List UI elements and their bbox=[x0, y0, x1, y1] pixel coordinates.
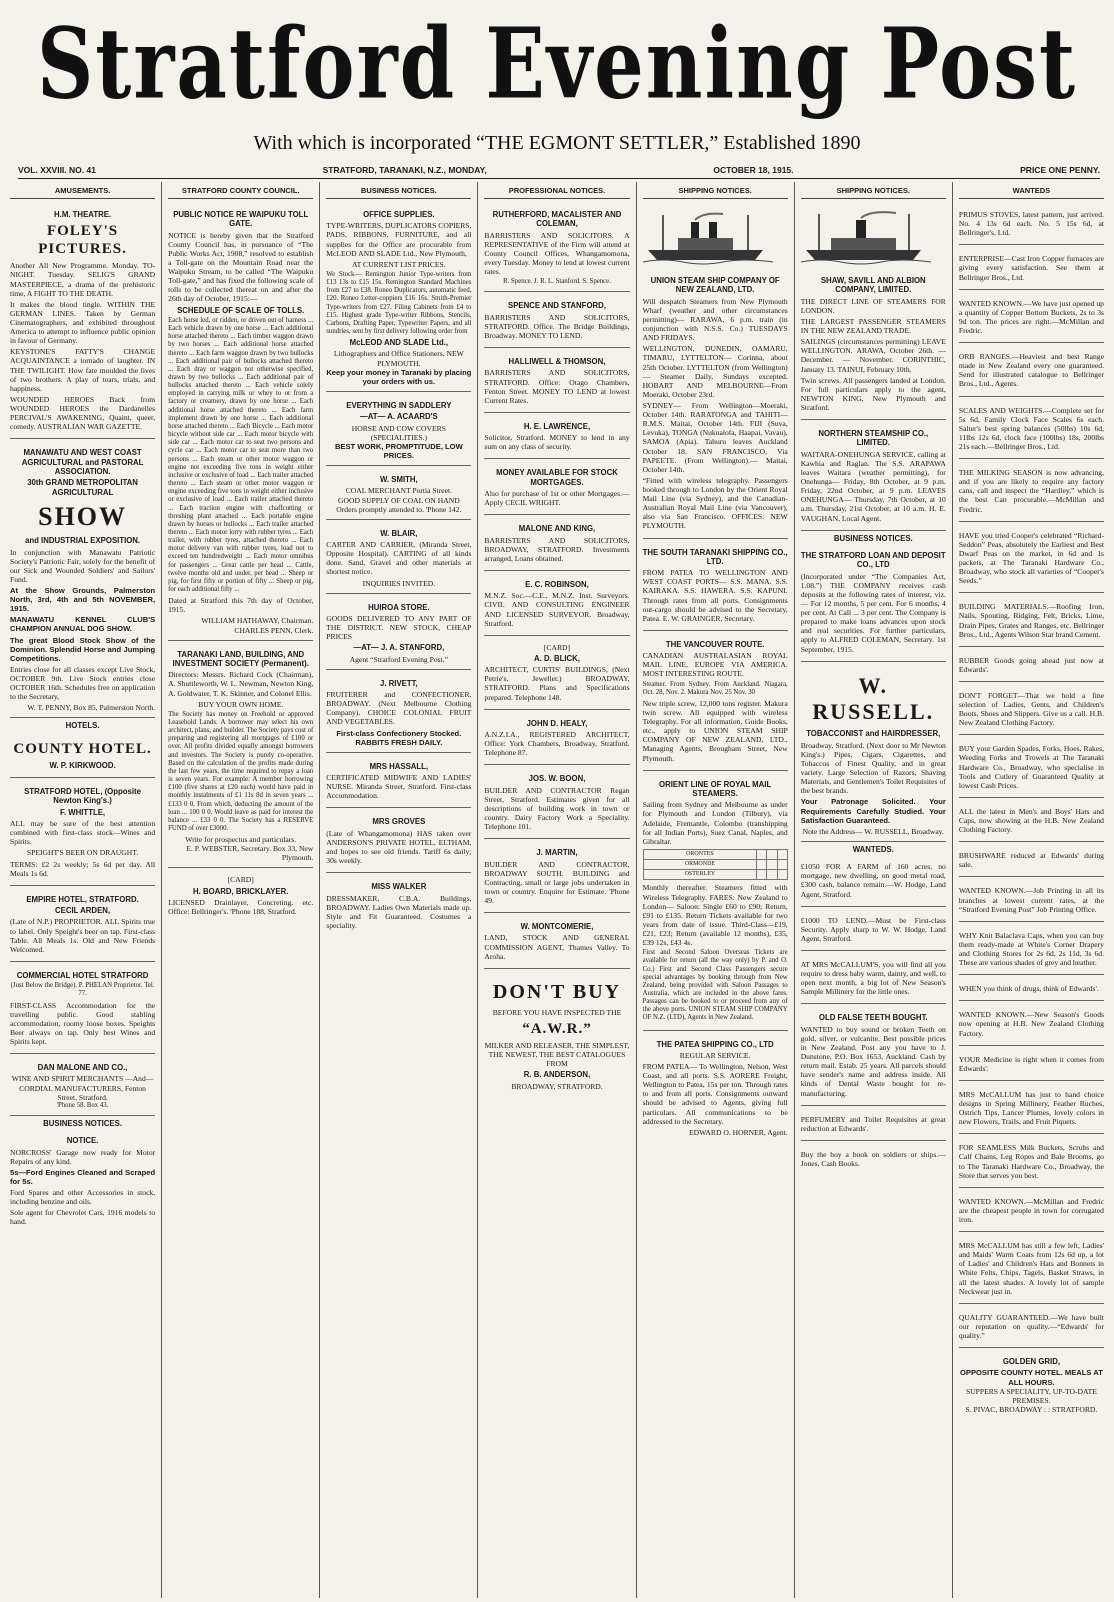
column-header: STRATFORD COUNTY COUNCIL. bbox=[168, 186, 313, 199]
ad-heading: EVERYTHING IN SADDLERY bbox=[346, 400, 452, 410]
ad-empire-hotel bbox=[10, 889, 155, 962]
ad-text: Lithographers and Office Stationers, NEW PLYMOUTH. bbox=[333, 349, 464, 368]
ad-text: Directors: Messrs. Richard Cock (Chairman), A. Shuttleworth, W. L. Newman, Newton King, A. Goldwater, T. K. Skinner, and Colonel Ellis. bbox=[168, 670, 314, 698]
ad-text: WHEN you think of drugs, think of Edwards'. bbox=[958, 984, 1099, 994]
ad-perfumery bbox=[801, 1109, 946, 1141]
ad-text: HAVE you tried Cooper's celebrated “Richard-Seddon” Peas, absolutely the Earliest and Best Dwarf Peas on the market, in 6d and 1s packets, at The Taranaki Hardware Co., Broadway, who stock all varieties of “Cooper's Seeds.” bbox=[958, 530, 1104, 586]
ad-signature: EDWARD O. HORNER, Agent. bbox=[688, 1127, 788, 1137]
ad-text: Solicitor, Stratford. MONEY to lend in any sum on any class of security. bbox=[484, 433, 630, 452]
ad-orb-ranges bbox=[959, 346, 1104, 396]
ad-heading: JOS. W. BOON, bbox=[528, 774, 586, 784]
ad-rubber-goods bbox=[959, 650, 1104, 682]
column-header: SHIPPING NOTICES. bbox=[643, 186, 788, 199]
ad-union-steam-ship bbox=[643, 204, 788, 539]
ad-seamless-buckets bbox=[959, 1137, 1104, 1187]
ad-h-e-lawrence bbox=[484, 416, 629, 460]
ad-text: ALL may be sure of the best attention combined with first-class stock—Wines and Spirits. bbox=[10, 819, 156, 847]
ad-warm-coats bbox=[959, 1235, 1104, 1304]
ad-lend-1000 bbox=[801, 910, 946, 951]
ad-heading: —AT— J. A. STANFORD, bbox=[353, 643, 445, 653]
ad-text: Broadway, Stratford. (Next door to Mr Newton King's.) Pipes, Cigars, Cigarettes, and Tobaccos of Finest Quality, and in great variety. Large Selection of Razors, Shaving Materials, and Gentlemen's Toilet Requisites of the best brands. bbox=[800, 740, 946, 796]
ad-jos-boon bbox=[484, 768, 629, 839]
ad-text: FROM PATEA TO WELLINGTON AND WEST COAST PORTS— S.S. MANA. S.S. KAIRAKA. S.S. HAWERA. S.S. KAPUNI. Through rates from all ports. Consignments out-cargo should be advised to the Secretary, Patea. E. W. GRAINGER, Secretary. bbox=[642, 568, 788, 623]
ad-text: LAND, STOCK AND GENERAL COMMISSION AGENT, Thames Valley. To Aroha. bbox=[484, 933, 630, 961]
ad-heading: THE SOUTH TARANAKI SHIPPING CO., LTD. bbox=[642, 547, 788, 566]
ad-title: “A.W.R.” bbox=[522, 1020, 592, 1037]
ad-text: WANTED KNOWN.—Job Printing in all its branches at lowest current rates, at the “Stratford Evening Post” Job Printing Office. bbox=[958, 886, 1104, 914]
ad-text: CARTER AND CARRIER, (Miranda Street, Opposite Hospital). CARTING of all kinds done. Sand, Gravel and other materials at shortest notice. bbox=[326, 540, 472, 577]
ad-john-healy bbox=[484, 713, 629, 766]
ad-text: MRS McCALLUM has still a few left, Ladies' and Maids' Warm Coats from 12s 6d up, a lot of Ladies' and Children's Hats and Bonnets in White Felts, Chips, Tagels, Basket Straws, in all the latest shades. A lovely lot of sample Neckwear just in. bbox=[958, 1241, 1104, 1296]
ad-heading: TARANAKI LAND, BUILDING, AND INVESTMENT SOCIETY (Permanent). bbox=[172, 649, 309, 668]
ad-text: CANADIAN AUSTRALASIAN ROYAL MAIL LINE, EUROPE VIA AMERICA. MOST INTERESTING ROUTE. bbox=[642, 651, 788, 679]
ad-title: DON'T BUY bbox=[492, 980, 622, 1003]
ad-text: Another All New Programme. Monday. TO-NIGHT. Tuesday. SELIG'S GRAND MASTERPIECE, a drama of the prehistoric time, A FIGHT TO THE DEATH. bbox=[10, 261, 156, 298]
ad-subheading: SCHEDULE OF SCALE OF TOLLS. bbox=[177, 305, 305, 315]
ad-text: SUPPERS A SPECIALITY, UP-TO-DATE PREMISES. bbox=[965, 1386, 1097, 1405]
ad-w-blair bbox=[326, 523, 471, 594]
column-header: AMUSEMENTS. bbox=[10, 186, 155, 199]
ad-text: HORSE AND COW COVERS (SPECIALITIES.) bbox=[351, 423, 446, 442]
ad-text: (Just Below the Bridge). P. PHELAN Proprietor. Tel. 77. bbox=[10, 982, 155, 998]
ad-heading: HALLIWELL & THOMSON, bbox=[508, 357, 606, 367]
ad-heading: MALONE AND KING, bbox=[518, 524, 596, 534]
ad-text: FIRST-CLASS Accommodation for the travelling public. Good stabling accommodation, roomy loose boxes. Speights Beer always on tap. Only best Wines and Spirits kept. bbox=[10, 1000, 156, 1047]
ad-saddlery bbox=[326, 395, 471, 466]
ad-signature: E. P. WEBSTER, Secretary. Box 33, New Plymouth. bbox=[186, 844, 314, 863]
ad-text: Write for prospectus and particulars. bbox=[185, 835, 297, 845]
ad-heading: MISS WALKER bbox=[371, 882, 427, 892]
steamship-illustration bbox=[643, 210, 773, 268]
ad-text: BUY your Garden Spades, Forks, Hoes, Rakes, Weeding Forks and Trowels at The Taranaki Hardware Co., Broadway, who specialise in Tools and Cutlery of Guaranteed Quality at lowest Cash Prices. bbox=[958, 744, 1104, 790]
ad-county-hotel bbox=[10, 733, 155, 778]
ad-text: Agent “Stratford Evening Post.” bbox=[349, 654, 448, 664]
ad-text: BARRISTERS AND SOLICITORS, STRATFORD. Office: Otago Chambers, Fenton Street. MONEY TO LEND at lowest Current Rates. bbox=[484, 368, 630, 405]
ad-heading: MRS GROVES bbox=[372, 817, 426, 827]
ad-heading: UNION STEAM SHIP COMPANY OF NEW ZEALAND, LTD. bbox=[650, 276, 780, 295]
ad-dont-forget bbox=[959, 685, 1104, 735]
ad-title: W. RUSSELL. bbox=[812, 672, 935, 725]
ad-text: WAITARA-ONEHUNGA SERVICE, calling at Kawhia and Raglan. The S.S. ARAPAWA leaves Waitara (weather permitting), for Onehunga— Friday, 8th October, at 9 p.m. Friday, 22nd October, at 9 p.m. LEAVES ONEHUNGA— Thursday, 7th October, at 10 a.m. Thursday, 21st October, at 10 a.m. H. E. VAUGHAN, Local Agent. bbox=[800, 449, 946, 523]
ad-heading: H.M. THEATRE. bbox=[54, 210, 112, 219]
ad-text: INQUIRIES INVITED. bbox=[362, 578, 436, 588]
ad-scales-weights bbox=[959, 400, 1104, 460]
ad-text: NOTICE is hereby given that the Stratford County Council has, in pursuance of “The Public Works Act, 1908,” resolved to establish a Toll-gate on the Mountain Road near the Waipuku Stream, to be called “The Waipuku Toll-gate,” and has fixed the following scale of tolls to be collected thereat on and after the 26th day of October, 1915:— bbox=[168, 230, 314, 304]
ad-text: MANAWATU KENNEL CLUB'S CHAMPION ANNUAL DOG SHOW. bbox=[10, 615, 156, 634]
ad-w-russell bbox=[801, 665, 946, 842]
ad-awr-milker bbox=[484, 972, 629, 1096]
ad-heading: J. RIVETT, bbox=[380, 678, 418, 688]
ad-quality bbox=[959, 1307, 1104, 1348]
ad-text: It makes the blood tingle. WITHIN THE GERMAN LINES. Taken by German Cinematographers, and exhibited throughout America to attempt to influence public opinion in favour of Germany. bbox=[10, 299, 156, 346]
ad-heading: MONEY AVAILABLE FOR STOCK MORTGAGES. bbox=[496, 468, 618, 487]
ad-text: BEFORE YOU HAVE INSPECTED THE bbox=[492, 1007, 622, 1017]
ad-text: WANTED KNOWN.—New Season's Goods now opening at H.B. New Zealand Clothing Factory. bbox=[958, 1010, 1104, 1038]
ad-foleys-pictures bbox=[10, 204, 155, 439]
ad-text: A.N.Z.I.A., REGISTERED ARCHITECT, Office: York Chambers, Broadway, Stratford. Telephone 87. bbox=[484, 730, 630, 758]
ad-text: WHY Knit Balaclava Caps, when you can buy them ready-made at White's Corner Drapery and Clothing Stores for 2s 6d, 2s 11d, 3s 6d. These are various shades of grey and heather. bbox=[958, 930, 1104, 968]
ad-title: FOLEY'S PICTURES. bbox=[38, 223, 127, 258]
ad-text: The Society has money on Freehold or approved Leasehold Lands. A borrower may select his own architect, plans, and builder. The Society pays cost of preparing and registering all mortgages of £100 or over. All profits divided equally amongst borrowers and investors. The Society is purely co-operative. Based on the calculation of the profits made during the last few years, the time required to repay a loan is seven years. For example: A member borrowing £100 (five shares at £20 each) would have paid in monthly instalments of £1 11s 8d in seven years ... £133 0 0. From which, deducting the amount of the loan ... 100 0 0. Would leave as paid for interest the balance ... £33 0 0. The Society has a RESERVE FUND of over £3000. bbox=[168, 710, 314, 832]
ad-text: GOODS DELIVERED TO ANY PART OF THE DISTRICT. NEW STOCK, CHEAP PRICES bbox=[326, 613, 472, 642]
ad-text: AT MRS McCALLUM'S, you will find all you require to dress baby warm, dainty, and well, to open next month, a big lot of New Season's Sample Millinery for the little ones. bbox=[800, 960, 946, 997]
ad-soldier-books bbox=[801, 1144, 946, 1175]
ad-text: ARCHITECT, CURTIS' BUILDINGS, (Next Petrie's, Jeweller.) BROADWAY, STRATFORD. Plans and Specifications prepared. Telephone 148. bbox=[484, 665, 630, 702]
ad-mrs-mccallum-baby bbox=[801, 954, 946, 1004]
ad-title: SHOW bbox=[38, 502, 128, 532]
ad-heading: EMPIRE HOTEL, STRATFORD. bbox=[26, 894, 139, 904]
ad-text: THE LARGEST PASSENGER STEAMERS IN THE NEW ZEALAND TRADE. bbox=[800, 317, 946, 336]
ad-heading: THE PATEA SHIPPING CO., LTD bbox=[656, 1039, 774, 1049]
ad-text: 5s—Ford Engines Cleaned and Scraped for 5s. bbox=[10, 1167, 156, 1186]
ad-text: ALL the latest in Men's and Boys' Hats and Caps, now showing at the H.B. New Zealand Clothing Factory. bbox=[958, 806, 1104, 835]
ad-heading: OLD FALSE TEETH BOUGHT. bbox=[818, 1013, 928, 1023]
ad-proprietor: F. WHITTLE, bbox=[60, 807, 106, 817]
ad-text: FOR SEAMLESS Milk Buckets, Scrubs and Calf Chains, Leg Ropes and Bale Brooms, go to The Taranaki Hardware Co., Broadway, the Store that serves you best. bbox=[958, 1143, 1104, 1180]
ad-vancouver-route bbox=[643, 634, 788, 771]
card-label: [CARD] bbox=[227, 875, 254, 885]
ad-text: Ford Spares and other Accessories in stock, including benzine and oils. bbox=[10, 1188, 156, 1207]
ad-text: (Late of Whangamomona) HAS taken over ANDERSON'S PRIVATE HOTEL, ELTHAM, and hopes to see old friends. Tariff 6s daily; 30s weekly. bbox=[326, 828, 472, 866]
ad-text: Buy the boy a book on soldiers or ships.—Jones, Cash Books. bbox=[800, 1149, 946, 1168]
ad-w-smith bbox=[326, 469, 471, 520]
ad-text: Dated at Stratford this 7th day of October, 1915. bbox=[168, 596, 314, 615]
ad-text: SAILINGS (circumstances permitting) LEAVE WELLINGTON. ARAWA, October 26th. — December. — November. CORINTHIC, January 13. TAINUI, February 10th. bbox=[800, 337, 946, 374]
ad-toll-gate-notice bbox=[168, 204, 313, 641]
ad-text: THE MILKING SEASON is now advancing, and if you are likely to require any factory cans, call and inspect the “Hardley,” which is the best Can procurable.—McMillan and Fredric. bbox=[958, 468, 1104, 514]
column-shipping-notices-1 bbox=[637, 182, 795, 1598]
ad-heading: H. E. LAWRENCE, bbox=[523, 421, 591, 431]
ad-text: FRUITERER and CONFECTIONER, BROADWAY. (Next Melbourne Clothing Company). CHOICE COLONIAL FRUIT AND VEGETABLES. bbox=[326, 690, 472, 727]
ad-text: Also for purchase of 1st or other Mortgages.—Apply CECIL WRIGHT. bbox=[484, 489, 630, 508]
ad-farm-1050 bbox=[801, 856, 946, 906]
ad-heading: TOBACCONIST and HAIRDRESSER, bbox=[806, 729, 941, 739]
newspaper-subtitle: With which is incorporated “THE EGMONT SETTLER,” Established 1890 bbox=[253, 132, 861, 154]
ad-balaclava-caps bbox=[959, 925, 1104, 975]
ship-name: OSTERLEY bbox=[643, 870, 757, 880]
ad-heading: PUBLIC NOTICE RE WAIPUKU TOLL GATE. bbox=[173, 210, 309, 229]
ad-text: Keep your money in Taranaki by placing your orders with us. bbox=[326, 367, 472, 386]
section-heading: WANTEDS. bbox=[852, 844, 894, 854]
ad-patea-shipping bbox=[643, 1034, 788, 1142]
ad-text: BARRISTERS AND SOLICITORS, STRATFORD. Office. The Bridge Buildings, Broadway. MONEY TO LEND. bbox=[484, 312, 630, 340]
sailing-table: Steamer. From Sydney. From Auckland. Niagara, Oct. 28, Nov. 2. Makura Nov. 25 Nov. 30 bbox=[642, 680, 788, 696]
ad-e-c-robinson bbox=[484, 574, 629, 636]
ad-text: FROM PATEA— To Wellington, Nelson, West Coast, and all ports. S.S. AORERE Freight, Wellington to Patea, 15s per ton. Through rates to and from all ports. Consignments outward should be advised to Agents, giving full particulars. All communications to be addressed to the Secretary. bbox=[642, 1062, 788, 1126]
ad-commercial-hotel bbox=[10, 965, 155, 1054]
ad-signature: R. Spence. J. R. L. Stanford. S. Spence. bbox=[503, 278, 611, 286]
ad-office-supplies bbox=[326, 204, 471, 392]
ad-subheading: BUY YOUR OWN HOME. bbox=[198, 699, 284, 709]
ship-name: ORONTES bbox=[643, 849, 757, 859]
ad-text: (Incorporated under “The Companies Act, 1.08.”) THE COMPANY receives cash deposits at the following rates of interest, viz.— For 12 months, 5 per cent. For 6 months, 4 per cent. At Call ... 3 per cent. The Company is prepared to make loans advances upon stock and real securities. For further particulars, apply to ALFRED COLEMAN, Secretary. 1st September, 1915. bbox=[800, 571, 946, 654]
ad-mrs-groves bbox=[326, 811, 471, 873]
ad-text: Twin screws. All passengers landed at London. For full particulars apply to the agent, NEWTON KING, New Plymouth and Stratford. bbox=[800, 375, 946, 412]
ad-text: ENTERPRISE—Cast Iron Copper furnaces are giving every satisfaction. See them at Bellringer Bros., Ltd. bbox=[958, 254, 1104, 282]
ad-text: BUILDING MATERIALS.—Roofing Iron, Nails, Spouting, Ridging, Felt, Bricks, Lime, Drain Pipes, Grates and Ranges, etc. Bellringer Bros., Ltd., Agents Wilson Star brand Cement. bbox=[958, 602, 1104, 639]
ad-text: WOUNDED HEROES Back from WOUNDED HEROES the Dardanelles PERCIVAL'S AWAKENING, Quaint, queer, comedy. AUSTRALIAN WAR GAZETTE. bbox=[10, 394, 156, 432]
column-business-notices bbox=[320, 182, 478, 1598]
masthead bbox=[0, 0, 1114, 180]
column-professional-notices bbox=[478, 182, 636, 1598]
ad-miss-walker bbox=[326, 876, 471, 937]
ad-text: QUALITY GUARANTEED.—We have built our reputation on quality.—“Edwards' for quality.” bbox=[958, 1312, 1104, 1340]
ad-text: SCALES AND WEIGHTS.—Complete set for 5s 6d, Family Clock Face Scales 6s each. Salter's best spring balances (50lbs) 10s 6d, 11lbs 12s 6d, clock face (100lbs) 18s, 200lbs 21s each.—Bellringer Bros., Ltd. bbox=[958, 405, 1104, 451]
ad-text: SPEIGHT'S BEER ON DRAUGHT. bbox=[26, 848, 139, 858]
ad-false-teeth bbox=[801, 1007, 946, 1105]
ad-heading: SHAW, SAVILL AND ALBION COMPANY, LIMITED. bbox=[820, 276, 926, 295]
ad-text: WANTED KNOWN.—McMillan and Fredric are the cheapest people in town for corrugated iron. bbox=[958, 1196, 1104, 1224]
ad-milking-season bbox=[959, 462, 1104, 522]
ad-text: (Late of N.P.) PROPRIETOR. ALL Spirits true to label. Only Speight's beer on tap. First-class Table. All Meals 1s. Old and New Friends Welcomed. bbox=[10, 917, 156, 954]
ad-text: PERFUMERY and Toilet Requisites at great reduction at Edwards'. bbox=[800, 1114, 946, 1133]
column-header: SHIPPING NOTICES. bbox=[801, 186, 946, 199]
ad-w-montcomerie bbox=[484, 916, 629, 969]
ad-heading: MANAWATU AND WEST COAST AGRICULTURAL and PASTORAL ASSOCIATION. bbox=[21, 448, 144, 476]
ad-heading: SPENCE AND STANFORD, bbox=[508, 301, 606, 311]
ad-title: COUNTY HOTEL. bbox=[13, 740, 152, 757]
ad-signature: S. PIVAC, BROADWAY : : STRATFORD. bbox=[965, 1404, 1098, 1414]
ad-text: £1000 TO LEND.—Must be First-class Security. Apply sharp to W. W. Hodge, Land Agent, Stratford. bbox=[800, 915, 946, 943]
volume-number: VOL. XXVIII. NO. 41 bbox=[18, 165, 96, 176]
ad-stock-mortgages bbox=[484, 462, 629, 515]
ad-text: Note the Address— W. RUSSELL, Broadway. bbox=[802, 826, 944, 836]
ad-text: Monthly thereafter. Steamers fitted with Wireless Telegraphy. FARES: New Zealand to London— Saloon: Single £60 to £90; Return, £91 to £135. Return Tickets available for two years from date of issue. Third-Class—£19, £21, £23; Return (available 12 months), £35, £39 12s, £43 4s. bbox=[642, 883, 788, 948]
ad-heading: ORIENT LINE OF ROYAL MAIL STEAMERS. bbox=[659, 779, 772, 798]
ad-text: AT CURRENT LIST PRICES. bbox=[352, 259, 446, 269]
ad-building-materials bbox=[959, 596, 1104, 646]
ad-heading: W. SMITH, bbox=[380, 475, 418, 485]
ad-northern-steamship bbox=[801, 423, 946, 531]
ad-brushware bbox=[959, 845, 1104, 877]
ad-text: Sole agent for Chevrolet Cars, 1916 models to hand. bbox=[10, 1208, 156, 1227]
ad-heading: McLEOD AND SLADE Ltd., bbox=[349, 338, 449, 348]
ad-dan-malone bbox=[10, 1057, 155, 1116]
ad-text: Will despatch Steamers from New Plymouth Wharf (weather and other circumstances permitting)— RARAWA, 6 p.m. train (in conjunction with N.S.S. Co.) TUESDAYS AND FRIDAYS. bbox=[642, 296, 788, 343]
ad-text: BRUSHWARE reduced at Edwards' during sale. bbox=[958, 851, 1104, 870]
ad-shaw-savill bbox=[801, 204, 946, 420]
ad-heading: STRATFORD HOTEL, (Opposite Newton King's.) bbox=[24, 787, 141, 806]
ad-heading: MRS HASSALL, bbox=[369, 761, 429, 771]
ad-text: Your Patronage Solicited. Your Requirements Carefully Studied. Your Satisfaction Guaranteed. bbox=[800, 797, 946, 825]
ad-text: BROADWAY, STRATFORD. bbox=[511, 1081, 603, 1091]
ad-text: BUILDER AND CONTRACTOR, BROADWAY SOUTH. BUILDING and Contracting, small or large jobs undertaken in town or country. Enquire for Estimate. 'Phone 49. bbox=[484, 859, 630, 905]
ad-south-taranaki-shipping bbox=[643, 542, 788, 631]
ad-text: SYDNEY— From Wellington—Moeraki, October 14th. RARATONGA and TAHITI— R.M.S. Maitai, October 14th. FIJI (Suva, Levuka), TONGA (Nukualofa, Haapai, Vavau), SAMOA (Apia). Tahuru leaves Auckland October 18. SAN FRANCISCO, Via PAPEETE. (From Wellington).— Maitai, October 14th. bbox=[642, 401, 788, 474]
ad-text: MILKER AND RELEASER, THE SIMPLEST, THE NEWEST, THE BEST CATALOGUES FROM bbox=[484, 1040, 630, 1069]
ad-heading: RUTHERFORD, MACALISTER AND COLEMAN, bbox=[492, 210, 622, 229]
ad-text: WELLINGTON, DUNEDIN, OAMARU, TIMARU, LYTTELTON— Corinna, about 25th October. LYTTELTON (from Wellington)— Steamer Daily, Sundays excepted. HOBART AND MELBOURNE—From Moeraki, October 23rd. bbox=[642, 344, 788, 399]
ad-text: WANTED KNOWN.—We have just opened up a quantity of Copper Bottom Buckets, 2s to 3s 9d ton. The prices are right.—McMillan and Fredric. bbox=[958, 298, 1104, 335]
ad-norcross-garage bbox=[10, 1130, 155, 1233]
ad-rutherford bbox=[484, 204, 629, 292]
ad-text: LICENSED Drainlayer, Concreting, etc. Office: Bellringer's. 'Phone 188, Stratford. bbox=[168, 897, 314, 917]
ad-taranaki-building-society bbox=[168, 644, 313, 869]
ad-text: M.N.Z. Soc.—C.E., M.N.Z. Inst. Surveyors. CIVIL AND CONSULTING ENGINEER AND LICENSED SURVEYOR. Broadway, Stratford. bbox=[484, 591, 630, 628]
ad-text: DON'T FORGET—That we hold a fine selection of Ladies, Gents, and Children's Boots, Shoes and Slippers. Give us a call. H.B. New Zealand Clothing Factory. bbox=[958, 690, 1104, 728]
ad-text: KEYSTONE'S FATTY'S CHANGE ACQUAINTANCE a tornado of laughter. IN THE TWILIGHT. How fate moulded the lives of two brothers. A play of tears, trials, and happiness. bbox=[10, 347, 156, 393]
column-header: PROFESSIONAL NOTICES. bbox=[484, 186, 629, 199]
ad-signature: WILLIAM HATHAWAY, Chairman. bbox=[201, 616, 314, 626]
ad-text: The great Blood Stock Show of the Dominion. Splendid Horse and Jumping Competitions. bbox=[10, 635, 156, 663]
ad-text: New triple screw, 12,000 tons register. Makura twin screw. All equipped with wireless Telegraphy. For all information, Guide Books, etc., apply to UNION STEAM SHIP COMPANY OF NEW ZEALAND, LTD., Managing Agents, Brougham Street, New Plymouth. bbox=[642, 698, 788, 763]
ad-heading: COMMERCIAL HOTEL STRATFORD bbox=[16, 970, 149, 980]
ad-show bbox=[10, 442, 155, 718]
ad-primus-stoves bbox=[959, 204, 1104, 245]
ad-signature: W. T. PENNY, Box 85, Palmerston North. bbox=[27, 703, 156, 713]
column-header: WANTEDS bbox=[959, 186, 1104, 199]
ad-text: We Stock— Remington Junior Type-writers from £13 13s to £15 15s. Remington Standard Machines from £27 to £38. Roneo Duplicators, automatic feed, £20. Roneo Letter-coppiers £16 16s. Smith-Premier Type-writers from £27. Filing Cabinets from £4 to £15. Highest grade Type-writer Ribbons, Stencils, Carbons, Drafting Paper, Typewriter Papers, and all sundries, sent by first delivery following order from bbox=[326, 270, 472, 335]
ad-heading: H. BOARD, BRICKLAYER. bbox=[192, 886, 289, 896]
ad-heading: GOLDEN GRID, bbox=[1002, 1357, 1060, 1367]
column-county-council bbox=[162, 182, 320, 1598]
ad-text: BARRISTERS AND SOLICITORS, BROADWAY, STRATFORD. Investments arranged, Loans obtained. bbox=[484, 535, 630, 563]
column-wanteds bbox=[953, 182, 1110, 1598]
ad-subheading: REGULAR SERVICE. bbox=[679, 1050, 751, 1060]
ad-heading: A. D. BLICK, bbox=[534, 653, 580, 663]
ad-j-rivett bbox=[326, 673, 471, 753]
ad-text: GOOD SUPPLY OF COAL ON HAND bbox=[338, 495, 460, 505]
ad-heading: JOHN D. HEALY, bbox=[526, 718, 588, 728]
ad-proprietor: CECIL ARDEN, bbox=[55, 906, 111, 916]
ad-text: ORB RANGES.—Heaviest and best Range made in New Zealand every one guaranteed. Send for illustrated catalogue to Bellringer Bros., Ltd., Agents. bbox=[958, 352, 1104, 389]
ad-heading: OFFICE SUPPLIES. bbox=[363, 210, 435, 219]
steamship-illustration bbox=[801, 210, 931, 268]
ad-heading: W. BLAIR, bbox=[380, 528, 418, 538]
ad-heading: DAN MALONE AND CO., bbox=[37, 1063, 128, 1073]
ad-new-season-goods bbox=[959, 1004, 1104, 1045]
ad-stratford-hotel bbox=[10, 781, 155, 886]
ad-text: 'Phone 58. Box 43. bbox=[56, 1101, 109, 1109]
ad-text: £1050 FOR A FARM of 160 acres, no mortgage, new dwelling, on good metal road, £300 cash, balance remain.—W. Hodge, Land Agent, Stratford. bbox=[800, 862, 946, 899]
ad-heading: THE STRATFORD LOAN AND DEPOSIT CO., LTD bbox=[800, 551, 946, 570]
ad-garden-tools bbox=[959, 738, 1104, 798]
ad-text: TYPE-WRITERS, DUPLICATORS COPIERS, PADS, RIBBONS, FURNITURE, and all supplies for the Office are procurable from McLEOD AND SLADE Ltd., New Plymouth, bbox=[326, 221, 472, 258]
ad-spring-millinery bbox=[959, 1084, 1104, 1134]
section-heading: BUSINESS NOTICES. bbox=[43, 1118, 122, 1128]
ad-heading: NOTICE. bbox=[66, 1136, 99, 1146]
section-heading: BUSINESS NOTICES. bbox=[833, 533, 913, 543]
ad-proprietor: W. P. KIRKWOOD. bbox=[49, 760, 116, 770]
ad-text: COAL MERCHANT Portia Street. bbox=[345, 486, 452, 496]
columns bbox=[4, 182, 1110, 1598]
ad-text: WANTED to buy sound or broken Teeth on gold, silver, or vulcanite. Best possible prices in New Zealand. Post any you have to J. Dunstone, P.O. Box 1653, Auckland. Cash by return mail. Estab. 25 years. All parcels should have sender's name and address inside. All kinds of Dental Waste bought for re-manufacturing. bbox=[800, 1024, 946, 1098]
column-header: BUSINESS NOTICES. bbox=[326, 186, 471, 199]
ad-text: OPPOSITE COUNTY HOTEL. MEALS AT ALL HOURS. bbox=[959, 1368, 1103, 1387]
ad-j-martin bbox=[484, 842, 629, 913]
column-shipping-notices-2 bbox=[795, 182, 953, 1598]
ad-orient-line bbox=[643, 774, 788, 1031]
ad-mrs-hassall bbox=[326, 756, 471, 809]
ad-text: First-class Confectionery Stocked. RABBITS FRESH DAILY. bbox=[336, 728, 462, 747]
ad-a-d-blick bbox=[484, 639, 629, 710]
ad-text: YOUR Medicine is right when it comes from Edwards'. bbox=[958, 1054, 1104, 1073]
ad-heading: THE VANCOUVER ROUTE. bbox=[665, 639, 765, 649]
issue-date: OCTOBER 18, 1915. bbox=[713, 165, 794, 176]
ad-text: MRS McCALLUM has just to hand choice designs in Spring Millinery, Feather Ruches, Ostrich Tips, Lancer Plumes, lovely colors in new Flowers, Trails, and Fruit Piquets. bbox=[958, 1089, 1104, 1127]
orient-sailing-table bbox=[643, 849, 788, 881]
ad-text: PRIMUS STOVES, latest pattern, just arrived. No. 4 13s 6d each. No. 5 15s 6d, at Bellringer's, Ltd. bbox=[958, 210, 1104, 238]
column-amusements bbox=[4, 182, 162, 1598]
ad-text: Sailing from Sydney and Melbourne as under for Plymouth and London (Tilbury), via Adelaide, Fremantle, Colombo (transhipping for all Indian Ports), Suez Canal, Naples, and Gibraltar. bbox=[642, 800, 788, 846]
ad-text: WINE AND SPIRIT MERCHANTS —And— CORDIAL MANUFACTURERS, Fenton Street, Stratford. bbox=[11, 1074, 154, 1102]
ad-heading: —AT— A. ACAARD'S bbox=[359, 412, 438, 422]
ad-text: BARRISTERS AND SOLICITORS. A REPRESENTATIVE of the Firm will attend at County Council Offices, Whangamomona, every Tuesday. Money to lend at lowest current rates. bbox=[484, 230, 630, 277]
ad-text: DRESSMAKER, C.B.A. Buildings, BROADWAY. Ladies Own Materials made up. Style and Fit Guaranteed. Costumes a speciality. bbox=[326, 893, 472, 930]
ad-malone-king bbox=[484, 518, 629, 571]
ad-heading: J. MARTIN, bbox=[536, 848, 578, 858]
ad-text: First and Second Saloon Overseas Tickets are available for return (all the way only) by P. and O. Co.) First and Second Class Passengers secure special advantages by booking through from New Zealand, being provided with Saloon Passages to Australia, which are included in the above fares. Passages can be booked to or proceed from any of the above ports. UNION STEAM SHIP COMPANY OF N.Z. (LTD), Agents in New Zealand. bbox=[642, 949, 788, 1022]
ad-text: “Fitted with wireless telegraphy. Passengers booked through to London by the Orient Royal Mail Line (via Sydney), and the Canadian-Australian Royal Mail Line (via Vancouver), also via San Francisco. OFFICES: NEW PLYMOUTH. bbox=[642, 475, 788, 531]
ad-text: NORCROSS' Garage now ready for Motor Repairs of any kind. bbox=[10, 1147, 156, 1166]
ad-coopers-peas bbox=[959, 525, 1104, 594]
ad-text: TERMS: £2 2s weekly; 5s 6d per day. All Meals 1s 6d. bbox=[10, 859, 156, 878]
place-line: STRATFORD, TARANAKI, N.Z., MONDAY, bbox=[322, 165, 487, 176]
price: PRICE ONE PENNY. bbox=[1020, 165, 1100, 176]
ad-text: THE DIRECT LINE OF STEAMERS FOR LONDON. bbox=[800, 296, 946, 315]
ad-halliwell-thomson bbox=[484, 351, 629, 413]
ad-heading: NORTHERN STEAMSHIP CO., LIMITED. bbox=[818, 429, 929, 448]
ad-medicine bbox=[959, 1049, 1104, 1081]
ad-text: BEST WORK, PROMPTITUDE, LOW PRICES. bbox=[334, 441, 463, 460]
ad-text: RUBBER Goods going ahead just now at Edwards'. bbox=[958, 655, 1104, 674]
ad-huiroa-store bbox=[326, 597, 471, 670]
dateline bbox=[18, 163, 1100, 179]
ad-text: At the Show Grounds, Palmerston North, 3rd, 4th and 5th NOVEMBER, 1915. bbox=[10, 586, 156, 614]
ad-heading: E. C. ROBINSON, bbox=[525, 579, 589, 589]
toll-schedule: Each horse led, or ridden, or driven out of harness ... Each vehicle drawn by one horse ... Each additional horse attached thereto ... Each timber waggon drawn by two horses ... Each additional horse attached thereto ... Each farm waggon drawn by two bullocks ... Each additional pair of bullocks attached thereto ... Each dray or waggon not otherwise specified, drawn by two bullocks ... Each additional pair of bullocks attached thereto ... Each vehicle solely employed in carrying milk or whey to or from a factory or creamery, drawn by one horse ... Each additional horse attached thereto ... Each farm implement drawn by one horse ... Each additional horse attached thereto ... Each Bicycle ... Each motor bicycle without side car ... Each motor bicycle with side car ... Each motor car to seat two persons and cycle car ... Each motor car to seat more than two persons ... Each steam or other motor waggon or engine not exceeding five tons in weight either inclusive or exclusive of load ... Each trailer attached thereto ... Each steam or other motor waggon or engine exceeding five tons in weight either inclusive or exclusive of load ... Each trailer attached thereto ... Each traction engine with chaffcutting or threshing plant attached ... Each portable engine drawn by horses or bullocks ... Each trailer attached thereto ... Each motor lorry with rubber tyres ... Each trailer, with rubber tyres, attached thereto ... Each motor delivery van with rubber tyres, load not to exceed ten hundredweight ... Each motor omnibus for passengers ... Great cattle per head ... Cattle, twelve months old and under, per head ... Sheep or pig, for first fifty or portion of fifty ... Sheep or pig, for each additional fifty ... bbox=[168, 316, 314, 594]
ad-enterprise-coppers bbox=[959, 248, 1104, 289]
ad-signature: CHARLES PENN, Clerk. bbox=[234, 625, 314, 635]
ad-heading: W. MONTCOMERIE, bbox=[520, 922, 594, 932]
ad-heading: R. B. ANDERSON, bbox=[523, 1070, 591, 1080]
ship-name: ORMONDE bbox=[643, 860, 757, 870]
ad-subheading: 30th GRAND METROPOLITAN AGRICULTURAL bbox=[27, 478, 138, 497]
section-heading: HOTELS. bbox=[65, 721, 100, 731]
ad-stratford-loan bbox=[801, 545, 946, 662]
ad-text: Orders promptly attended to. 'Phone 142. bbox=[336, 504, 462, 514]
ad-spence-stanford bbox=[484, 295, 629, 348]
ad-drugs bbox=[959, 978, 1104, 1001]
ad-corrugated-iron bbox=[959, 1191, 1104, 1232]
ad-subheading: and INDUSTRIAL EXPOSITION. bbox=[25, 536, 141, 546]
ad-text: CERTIFICATED MIDWIFE AND LADIES' NURSE. Miranda Street, Stratford. First-class Accommodation. bbox=[326, 773, 472, 801]
ad-job-printing bbox=[959, 880, 1104, 921]
ad-text: Entries close for all classes except Live Stock, OCTOBER 9th. Live Stock entries close OCTOBER 16th. Schedules free on application to the Secretary, bbox=[10, 664, 156, 702]
newspaper-title: Stratford Evening Post bbox=[36, 7, 1078, 121]
ad-h-board bbox=[168, 871, 313, 923]
ad-hats-caps bbox=[959, 801, 1104, 842]
ad-text: BUILDER AND CONTRACTOR Regan Street, Stratford. Estimates given for all descriptions of building work in town or country. Dairy Factory Work a Speciality. Telephone 101. bbox=[484, 785, 630, 832]
ad-heading: HUIROA STORE. bbox=[368, 602, 430, 612]
ad-text: In conjunction with Manawatu Patriotic Society's Patriotic Fair, solely for the benefit of our Sick and Wounded Soldiers' and Sailors' Fund. bbox=[10, 547, 156, 584]
ad-golden-grid bbox=[959, 1351, 1104, 1419]
ad-copper-buckets bbox=[959, 293, 1104, 343]
card-label: [CARD] bbox=[543, 642, 571, 652]
